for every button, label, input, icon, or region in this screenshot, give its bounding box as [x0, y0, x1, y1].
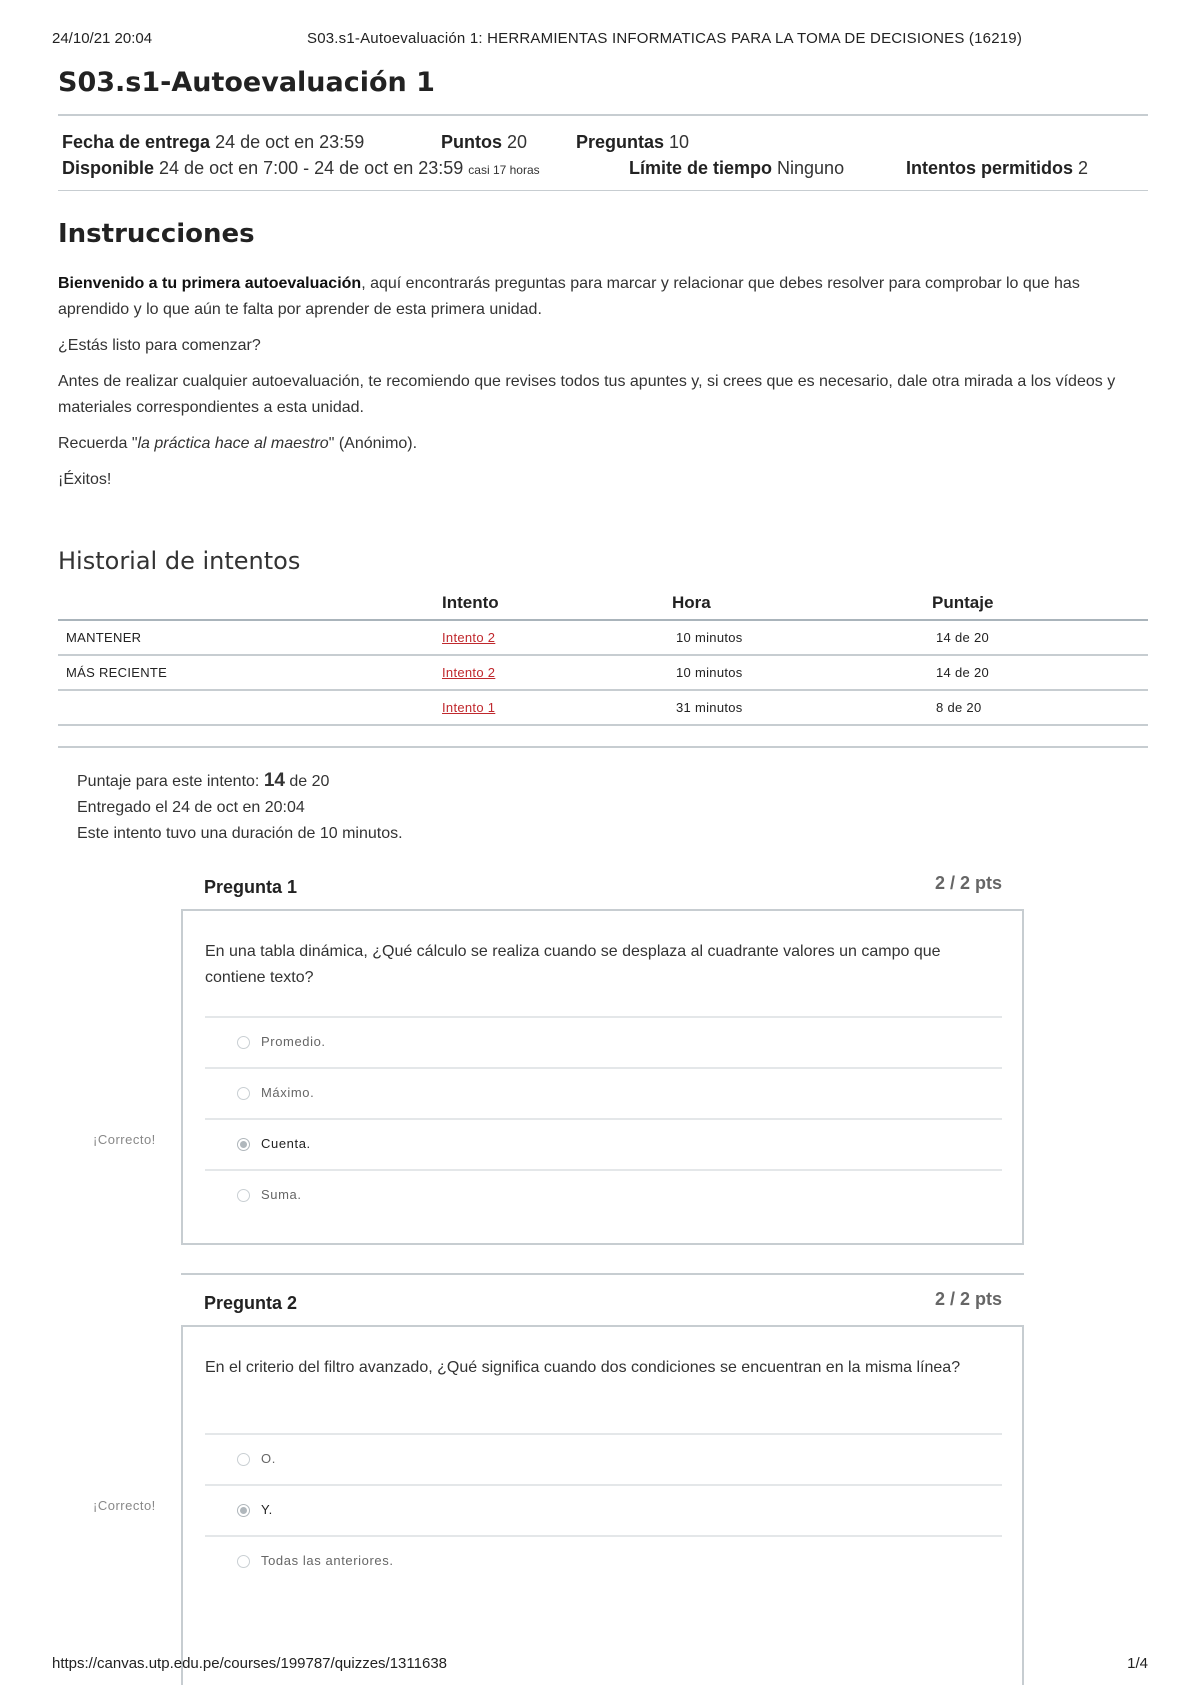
attempt-time: 10 minutos [668, 655, 928, 690]
instructions-paragraph: ¿Estás listo para comenzar? [58, 337, 261, 354]
answer-option[interactable] [205, 1169, 1002, 1219]
history-divider [58, 746, 1148, 748]
column-header [58, 593, 438, 620]
answer-option[interactable] [205, 1433, 1002, 1483]
due-value: 24 de oct en 23:59 [215, 132, 365, 152]
available-note: casi 17 horas [468, 163, 540, 177]
radio-button[interactable] [237, 1189, 250, 1202]
table-row [58, 690, 1148, 725]
availability [62, 158, 540, 179]
quiz-meta [58, 116, 1148, 190]
attempt-tag: MÁS RECIENTE [58, 655, 438, 690]
time-limit-label: Límite de tiempo [629, 158, 773, 178]
question-title: Pregunta 2 [204, 1293, 298, 1313]
answer-option-selected[interactable] [93, 1484, 1002, 1534]
question-1 [93, 873, 1024, 1253]
radio-button-checked[interactable] [237, 1138, 250, 1151]
instructions-paragraph [58, 431, 1148, 457]
attempt-score: 14 de 20 [928, 620, 1148, 655]
questions-count [576, 132, 689, 153]
question-box [93, 909, 1024, 1245]
attempt-time: 31 minutos [668, 690, 928, 725]
correct-tag: ¡Correcto! [93, 1498, 156, 1513]
score-suffix: de 20 [289, 773, 330, 790]
column-header: Hora [668, 593, 928, 620]
radio-button[interactable] [237, 1555, 250, 1568]
page-number: 1/4 [1127, 1655, 1148, 1672]
instructions-paragraph: Antes de realizar cualquier autoevaluación, te recomiendo que revises todos tus apuntes y, si crees que es necesario, dale otra mirada a los vídeos y materiales correspondientes a esta unidad. [58, 373, 1116, 416]
print-url: https://canvas.utp.edu.pe/courses/199787/quizzes/1311638 [52, 1655, 448, 1672]
points-value: 20 [507, 132, 528, 152]
attempt-link[interactable]: Intento 1 [442, 700, 496, 715]
question-2 [93, 1289, 1024, 1669]
table-row [58, 620, 1148, 655]
attempt-summary [77, 768, 1148, 847]
available-label: Disponible [62, 158, 155, 178]
question-separator [181, 1273, 1024, 1275]
attempts-label: Intentos permitidos [906, 158, 1074, 178]
question-box [93, 1325, 1024, 1685]
instructions-body [58, 271, 1148, 493]
score-value: 14 [263, 770, 285, 791]
answer-option[interactable] [205, 1067, 1002, 1117]
answer-option[interactable] [205, 1535, 1002, 1585]
print-datetime: 24/10/21 20:04 [52, 30, 153, 47]
quote-suffix: " (Anónimo). [328, 435, 418, 452]
answer-label: Todas las anteriores. [261, 1553, 394, 1568]
history-heading: Historial de intentos [58, 547, 301, 575]
attempt-score: 8 de 20 [928, 690, 1148, 725]
answer-label: O. [261, 1451, 276, 1466]
attempts-value: 2 [1078, 158, 1089, 178]
table-header-row [58, 593, 1148, 620]
question-text: En el criterio del filtro avanzado, ¿Qué significa cuando dos condiciones se encuentran en la misma línea? [205, 1359, 961, 1376]
table-row [58, 655, 1148, 690]
question-title: Pregunta 1 [204, 877, 298, 897]
radio-button-checked[interactable] [237, 1504, 250, 1517]
attempt-link[interactable]: Intento 2 [442, 630, 496, 645]
time-limit-value: Ninguno [777, 158, 845, 178]
attempts-table [58, 593, 1148, 726]
score-prefix: Puntaje para este intento: [77, 773, 260, 790]
answer-option[interactable] [205, 1016, 1002, 1066]
points-label: Puntos [441, 132, 502, 152]
due-label: Fecha de entrega [62, 132, 211, 152]
time-limit [629, 158, 844, 179]
attempt-score: 14 de 20 [928, 655, 1148, 690]
welcome-rest: , aquí encontrarás preguntas para marcar y relacionar que debes resolver para comprobar lo que has aprendido y lo que aún te falta por aprender de esta primera unidad. [58, 275, 1080, 318]
question-points: 2 / 2 pts [934, 873, 1002, 893]
attempt-time: 10 minutos [668, 620, 928, 655]
question-points: 2 / 2 pts [934, 1289, 1002, 1309]
duration-line: Este intento tuvo una duración de 10 minutos. [77, 825, 403, 842]
column-header: Puntaje [928, 593, 1148, 620]
attempt-score-line [77, 768, 1148, 795]
meta-divider [58, 190, 1148, 191]
questions-value: 10 [669, 132, 690, 152]
quote-prefix: Recuerda " [58, 435, 138, 452]
radio-button[interactable] [237, 1087, 250, 1100]
print-header [52, 30, 1148, 52]
attempt-tag [58, 690, 438, 725]
answer-option-selected[interactable] [93, 1118, 1002, 1168]
correct-tag: ¡Correcto! [93, 1132, 156, 1147]
due-date [62, 132, 364, 153]
available-value: 24 de oct en 7:00 - 24 de oct en 23:59 [159, 158, 464, 178]
radio-button[interactable] [237, 1036, 250, 1049]
instructions-paragraph: ¡Éxitos! [58, 471, 112, 488]
quote-text: la práctica hace al maestro [137, 435, 329, 452]
answer-label: Promedio. [261, 1034, 326, 1049]
attempt-tag: MANTENER [58, 620, 438, 655]
answer-label: Suma. [261, 1187, 302, 1202]
question-text: En una tabla dinámica, ¿Qué cálculo se realiza cuando se desplaza al cuadrante valores un campo que contiene texto? [205, 943, 941, 986]
instructions-paragraph [58, 271, 1148, 323]
quiz-content [58, 62, 1148, 1669]
column-header: Intento [438, 593, 668, 620]
print-document-title: S03.s1-Autoevaluación 1: HERRAMIENTAS INFORMATICAS PARA LA TOMA DE DECISIONES (16219) [307, 30, 1023, 47]
attempts-allowed [906, 158, 1088, 179]
quiz-title: S03.s1-Autoevaluación 1 [58, 67, 435, 98]
answer-label: Cuenta. [261, 1136, 311, 1151]
attempt-link[interactable]: Intento 2 [442, 665, 496, 680]
welcome-bold: Bienvenido a tu primera autoevaluación [58, 275, 362, 292]
answer-label: Máximo. [261, 1085, 315, 1100]
instructions-heading: Instrucciones [58, 219, 255, 249]
points [441, 132, 527, 153]
questions-label: Preguntas [576, 132, 665, 152]
submitted-line: Entregado el 24 de oct en 20:04 [77, 799, 305, 816]
answer-label: Y. [261, 1502, 273, 1517]
radio-button[interactable] [237, 1453, 250, 1466]
